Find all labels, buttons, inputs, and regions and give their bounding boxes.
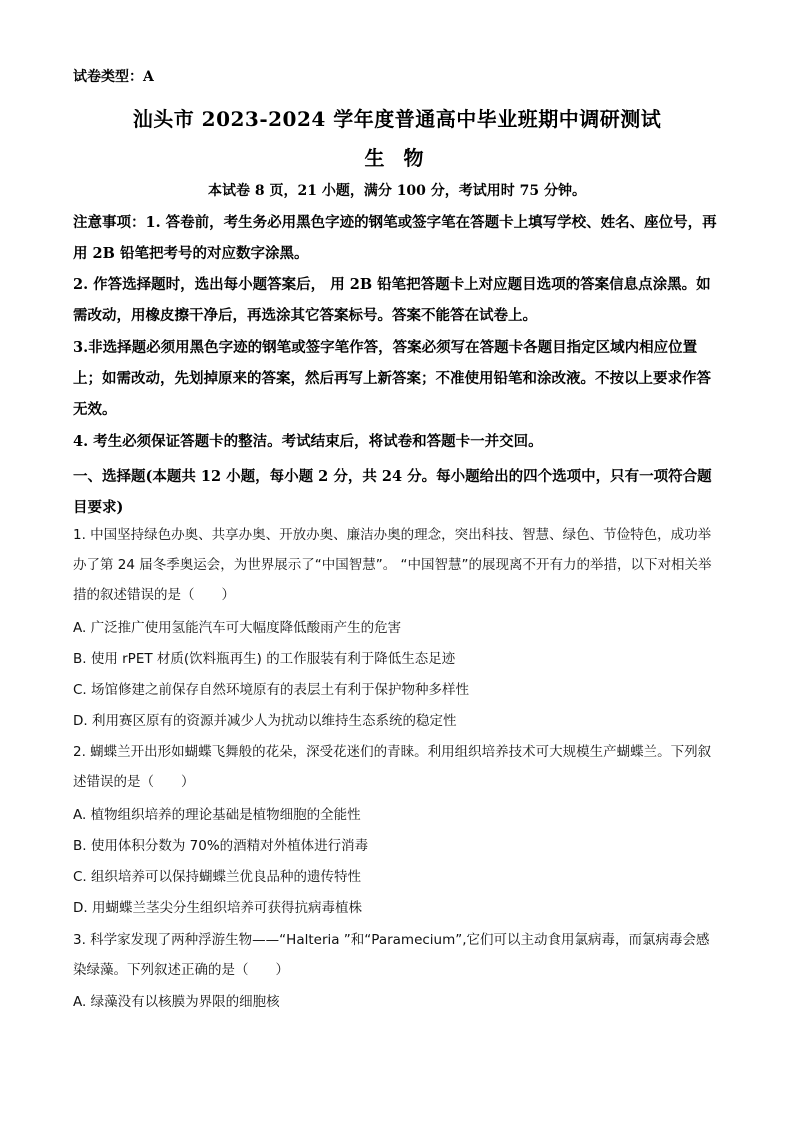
notice-1 bbox=[73, 207, 723, 269]
exam-title: 汕头市 2023-2024 学年度普通高中毕业班期中调研测试 bbox=[132, 107, 662, 131]
notice-text: 注意事项：1. 答卷前，考生务必用黑色字迹的钢笔或签字笔在答题卡上填写学校、姓名、座位号，再用 2B 铅笔把考号的对应数字涂黑。 bbox=[73, 214, 717, 262]
section-heading: 一、选择题(本题共 12 小题，每小题 2 分，共 24 分。每小题给出的四个选项中，只有一项符合题目要求) bbox=[73, 468, 712, 516]
question-2-stem bbox=[73, 737, 723, 797]
notice-text: 3.非选择题必须用黑色字迹的钢笔或签字笔作答，答案必须写在答题卡各题目指定区域内相应位置上；如需改动，先划掉原来的答案，然后再写上新答案；不准使用铅笔和涂改液。不按以上要求作答无效。 bbox=[73, 339, 711, 418]
exam-info-line: 本试卷 8 页，21 小题，满分 100 分，考试用时 75 分钟。 bbox=[207, 183, 587, 199]
exam-type-label: 试卷类型：A bbox=[73, 69, 154, 85]
question-stem-text: 2. 蝴蝶兰开出形如蝴蝶飞舞般的花朵，深受花迷们的青睐。利用组织培养技术可大规模生产蝴蝶兰。下列叙述错误的是（ ） bbox=[73, 744, 712, 790]
question-1-option-b: B. 使用 rPET 材质(饮料瓶再生) 的工作服装有利于降低生态足迹 bbox=[73, 651, 456, 667]
question-1-option-c: C. 场馆修建之前保存自然环境原有的表层土有利于保护物种多样性 bbox=[73, 682, 470, 698]
question-stem-text: 3. 科学家发现了两种浮游生物——“Halteria ”和“Paramecium”,它们可以主动食用氯病毒，而氯病毒会感染绿藻。下列叙述正确的是（ ） bbox=[73, 932, 710, 978]
question-1-option-a: A. 广泛推广使用氢能汽车可大幅度降低酸雨产生的危害 bbox=[73, 620, 402, 636]
notice-2 bbox=[73, 269, 723, 331]
question-2-option-a: A. 植物组织培养的理论基础是植物细胞的全能性 bbox=[73, 807, 361, 823]
question-3-option-a: A. 绿藻没有以核膜为界限的细胞核 bbox=[73, 994, 280, 1010]
notice-text: 2. 作答选择题时，选出每小题答案后， 用 2B 铅笔把答题卡上对应题目选项的答案信息点涂黑。如需改动，用橡皮擦干净后，再选涂其它答案标号。答案不能答在试卷上。 bbox=[73, 276, 711, 324]
question-2-option-c: C. 组织培养可以保持蝴蝶兰优良品种的遗传特性 bbox=[73, 869, 362, 885]
notice-3 bbox=[73, 332, 723, 425]
subject-title: 生 物 bbox=[364, 146, 430, 170]
question-stem-text: 1. 中国坚持绿色办奥、共享办奥、开放办奥、廉洁办奥的理念，突出科技、智慧、绿色、节俭特色，成功举办了第 24 届冬季奥运会，为世界展示了“中国智慧”。 “中国智慧”的展现离不开有力的举措，以下对相关举措的叙述错误的是（ ） bbox=[73, 527, 712, 603]
notice-4 bbox=[73, 426, 723, 457]
question-2-option-d: D. 用蝴蝶兰茎尖分生组织培养可获得抗病毒植株 bbox=[73, 900, 362, 916]
notice-text: 4. 考生必须保证答题卡的整洁。考试结束后，将试卷和答题卡一并交回。 bbox=[73, 433, 543, 450]
question-1-stem bbox=[73, 520, 723, 610]
question-1-option-d: D. 利用赛区原有的资源并减少人为扰动以维持生态系统的稳定性 bbox=[73, 713, 457, 729]
question-3-stem bbox=[73, 925, 723, 985]
question-2-option-b: B. 使用体积分数为 70%的酒精对外植体进行消毒 bbox=[73, 838, 369, 854]
